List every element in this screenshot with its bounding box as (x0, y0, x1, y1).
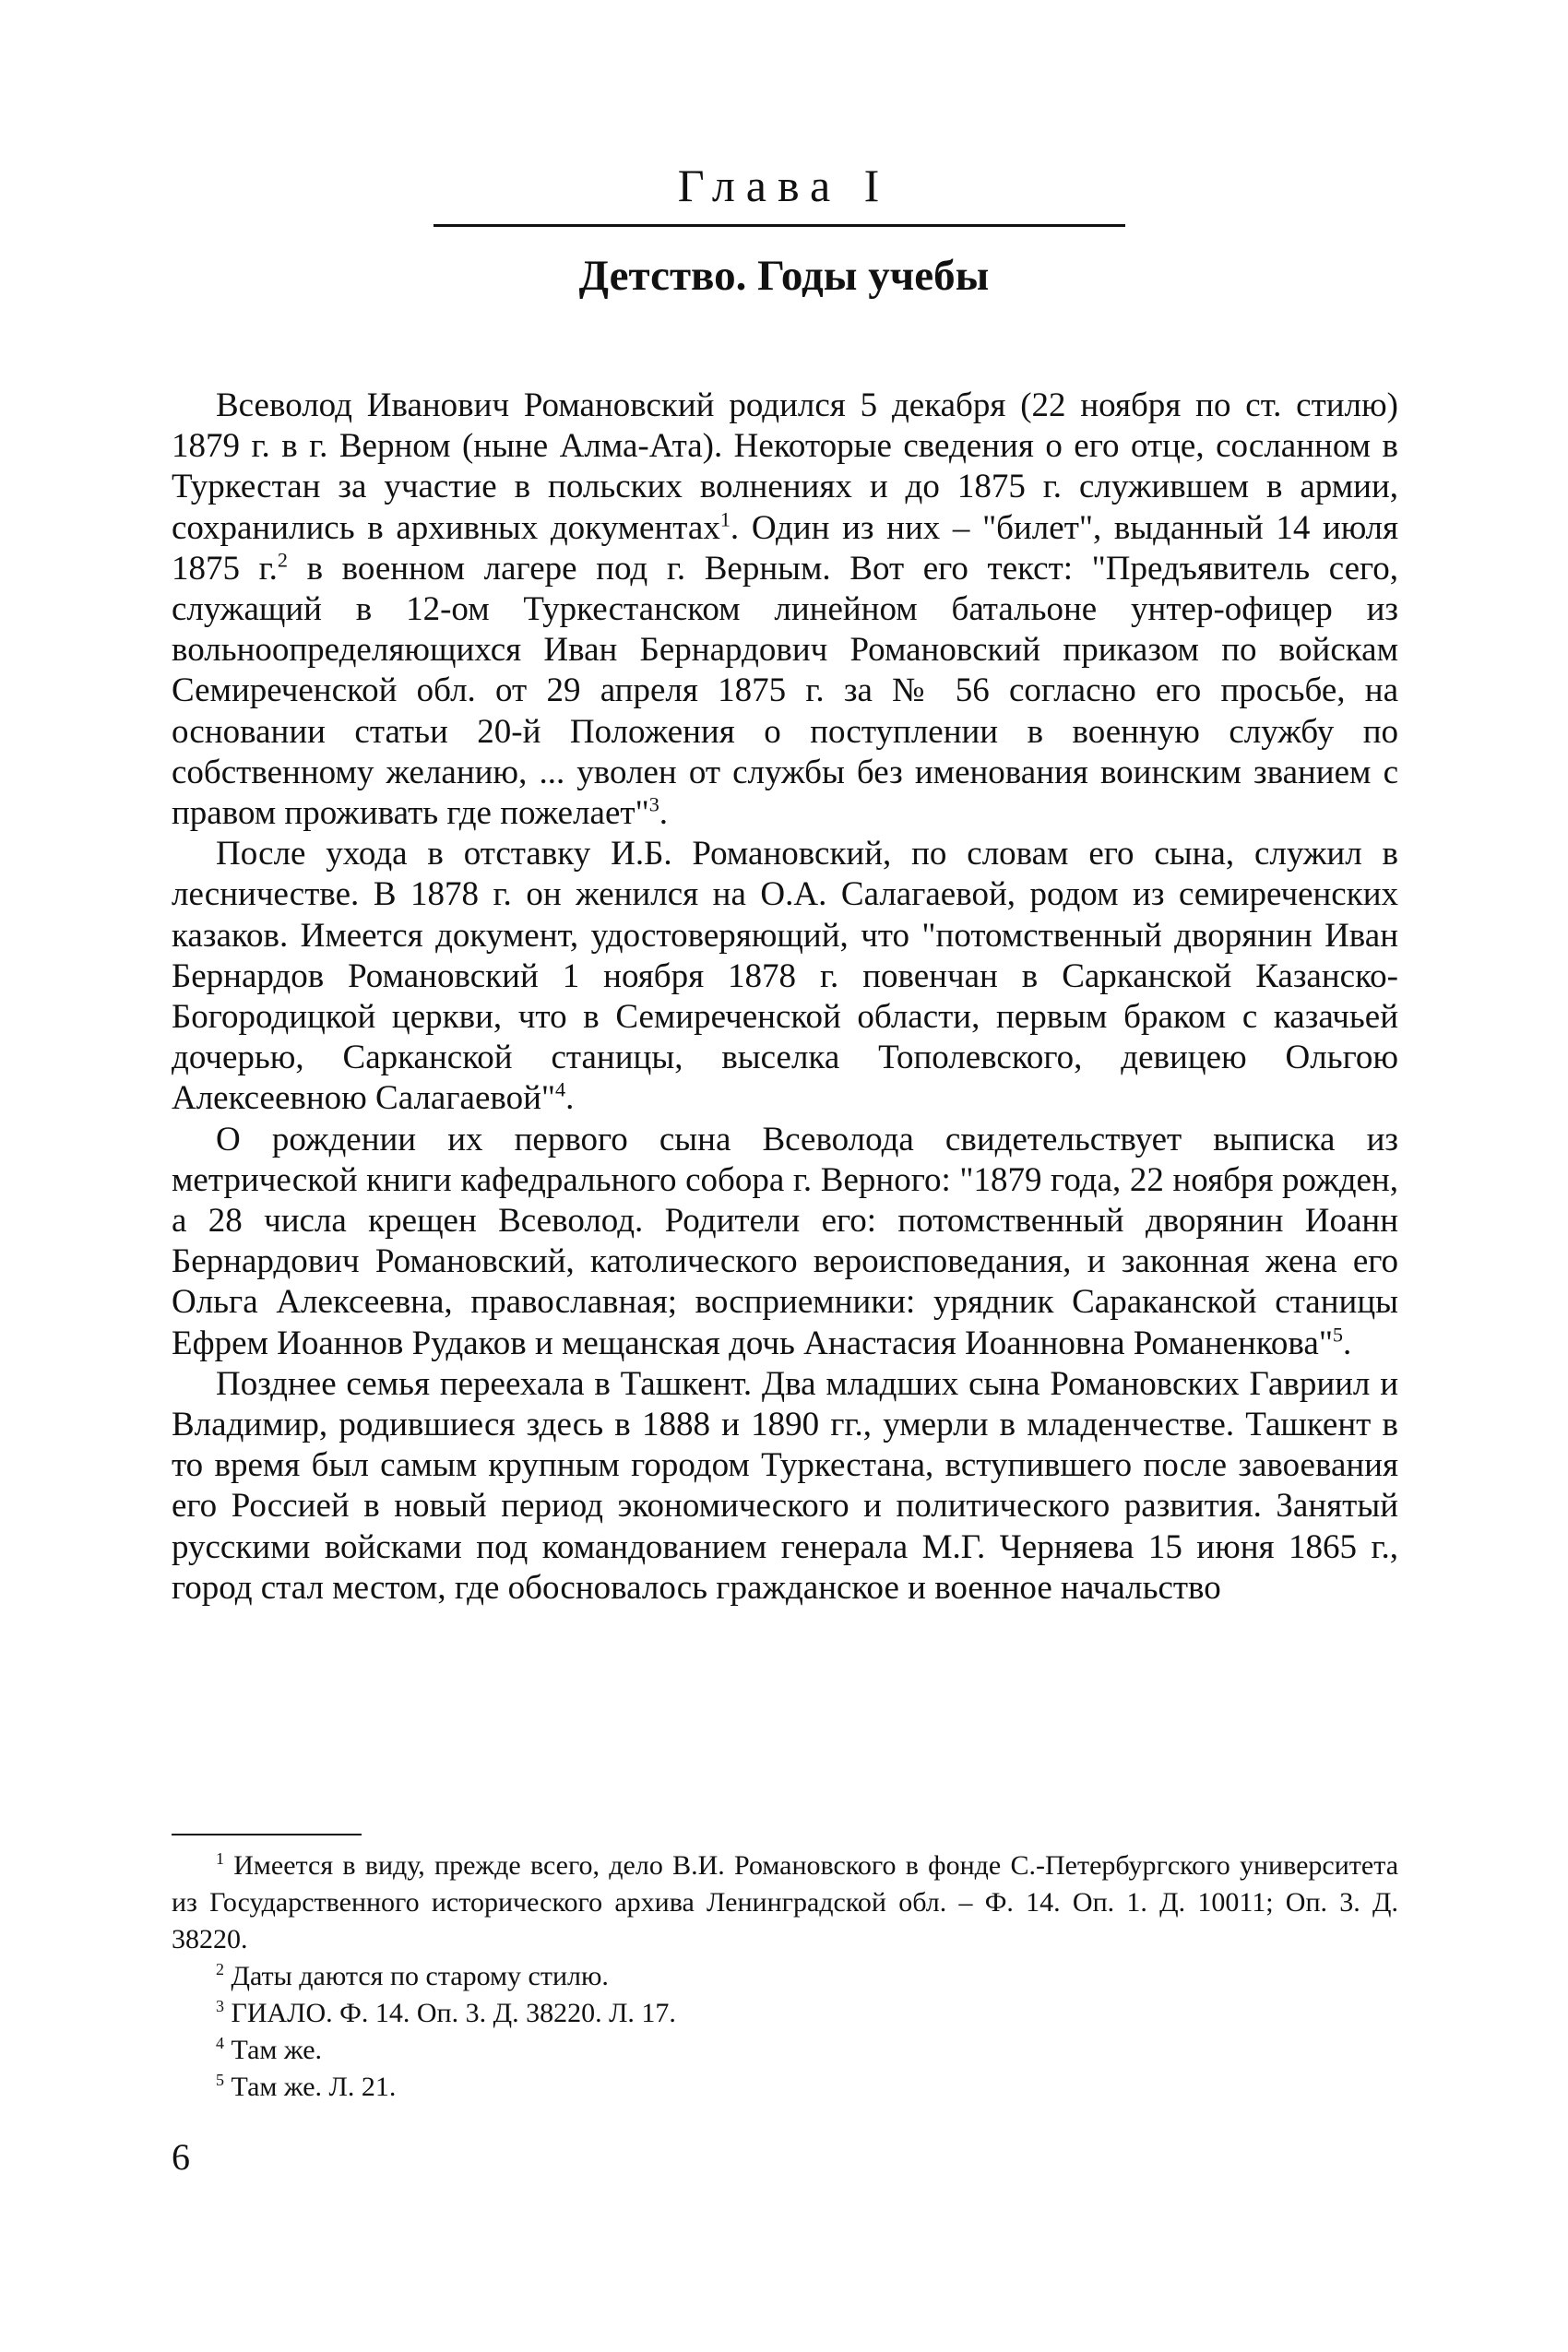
main-text (172, 386, 1398, 1609)
footnote-ref: 5 (1332, 1323, 1344, 1347)
footnote: $^2$ Даты даются по старому стилю. (216, 1960, 609, 1991)
footnote-ref: 4 (555, 1078, 566, 1102)
footnote-number: 2 (216, 1960, 224, 1979)
page-number: 6 (172, 2136, 190, 2178)
footnote: $^3$ ГИАЛО. Ф. 14. Оп. 3. Д. 38220. Л. 17. (216, 1997, 676, 2028)
footnotes (172, 1847, 1398, 2106)
footnote-ref: 1 (719, 507, 731, 531)
footnote-ref: 3 (648, 792, 659, 816)
chapter-divider (434, 224, 1125, 227)
footnote: $^4$ Там же. (216, 2034, 323, 2065)
footnote-number: 1 (216, 1849, 224, 1869)
footnote-number: 4 (216, 2034, 224, 2053)
paragraph: Всеволод Иванович Романовский родился 5 декабря (22 ноября по ст. стилю) 1879 г. в г. Верном (ныне Алма-Ата). Некоторые сведения о его отце, сосланном в Туркестан за участие в польских волнениях и до 1875 г. служившем в армии, сохранились в архивных документах$^1$. Один из них – "билет", выданный 14 июля 1875 г.$^2$ в военном лагере под г. Верным. Вот его текст: "Предъявитель сего, служащий в 12-ом Туркестанском линейном батальоне унтер-офицер из вольноопределяющихся Иван Бернардович Романовский приказом по войскам Семиреченской обл. от 29 апреля 1875 г. за № 56 согласно его просьбе, на основании статьи 20-й Положения о поступлении в военную службу по собственному желанию, ... уволен от службы без именования воинским званием с правом проживать где пожелает"$^3$. (172, 386, 1398, 833)
footnote-number: 5 (216, 2071, 224, 2090)
paragraph: Позднее семья переехала в Ташкент. Два младших сына Романовских Гавриил и Владимир, родившиеся здесь в 1888 и 1890 гг., умерли в младенчестве. Ташкент в то время был самым крупным городом Туркестана, вступившего после завоевания его Россией в новый период экономического и политического развития. Занятый русскими войсками под командованием генерала М.Г. Черняева 15 июня 1865 г., город стал местом, где обосновалось гражданское и военное начальство (172, 1364, 1398, 1607)
chapter-title: Детство. Годы учебы (578, 252, 990, 300)
paragraph: О рождении их первого сына Всеволода свидетельствует выписка из метрической книги кафедрального собора г. Верного: "1879 года, 22 ноября рожден, а 28 числа крещен Всеволод. Родители его: потомственный дворянин Иоанн Бернардович Романовский, католического вероисповедания, и законная жена его Ольга Алексеевна, православная; восприемники: урядник Сараканской станицы Ефрем Иоаннов Рудаков и мещанская дочь Анастасия Иоанновна Романенкова"$^5$. (172, 1120, 1398, 1362)
footnote-divider (172, 1834, 362, 1835)
footnote: $^1$ Имеется в виду, прежде всего, дело В.И. Романовского в фонде С.-Петербургского университета из Государственного исторического архива Ленинградской обл. – Ф. 14. Оп. 1. Д. 10011; Оп. 3. Д. 38220. (172, 1849, 1399, 1954)
footnote: $^5$ Там же. Л. 21. (216, 2071, 397, 2102)
chapter-label: Глава I (677, 160, 891, 211)
paragraph: После ухода в отставку И.Б. Романовский, по словам его сына, служил в лесничестве. В 1878 г. он женился на О.А. Салагаевой, родом из семиреченских казаков. Имеется документ, удостоверяющий, что "потомственный дворянин Иван Бернардов Романовский 1 ноября 1878 г. повенчан в Сарканской Казанско-Богородицкой церкви, что в Семиреченской области, первым браком с казачьей дочерью, Сарканской станицы, выселка Тополевского, девицею Ольгою Алексеевною Салагаевой"$^4$. (172, 835, 1398, 1118)
footnote-number: 3 (216, 1997, 224, 2016)
footnote-ref: 2 (277, 548, 288, 572)
